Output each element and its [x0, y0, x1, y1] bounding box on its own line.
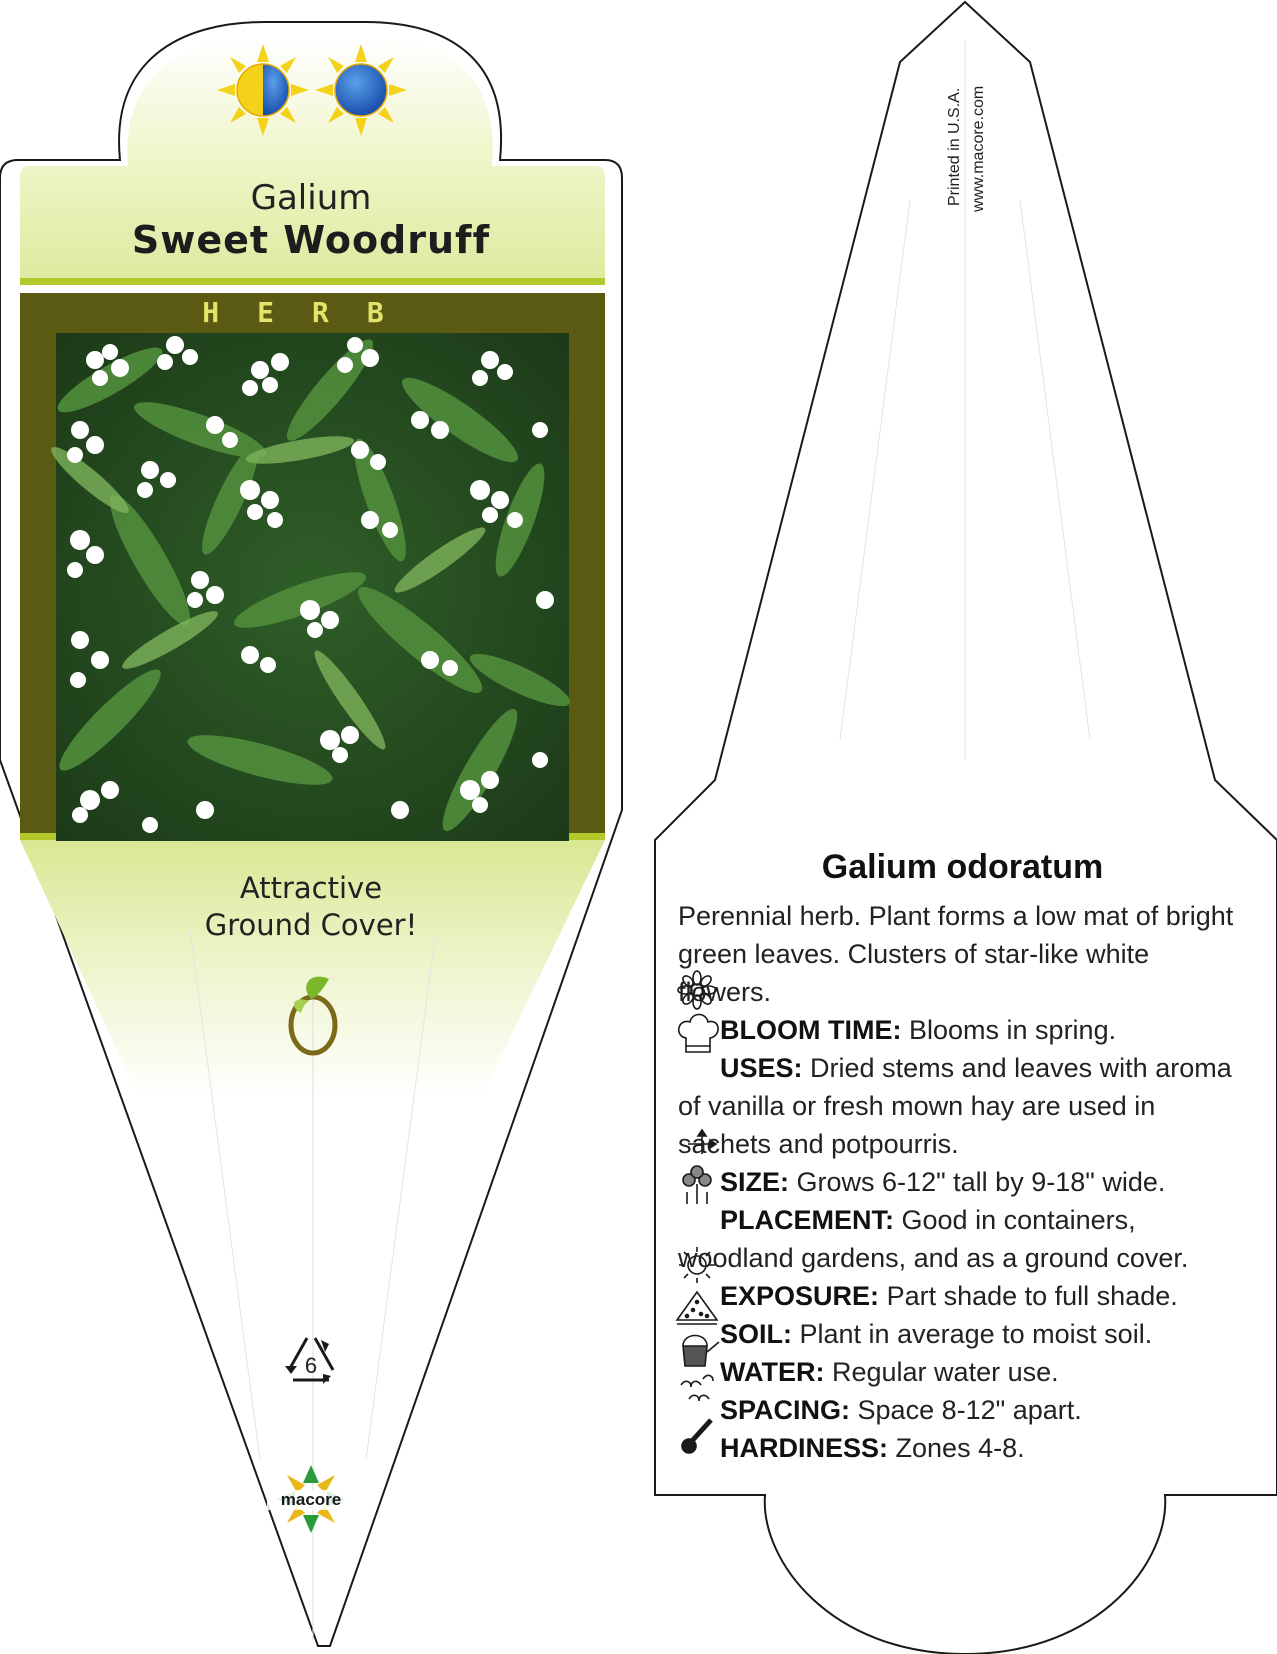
intro-text: Perennial herb. Plant forms a low mat of bright green leaves. Clusters of star-like white flowers. [678, 901, 1234, 1007]
genus-name: Galium [250, 178, 372, 218]
printed-in-label: Printed in U.S.A. [946, 87, 963, 206]
attr-exposure: EXPOSURE: Part shade to full shade. [720, 1281, 1178, 1311]
recycle-code: 6 [304, 1353, 318, 1378]
part-shade-icon [217, 44, 309, 136]
plant-photo [45, 331, 575, 841]
tagline-line2: Ground Cover! [204, 908, 418, 942]
tagline [120, 870, 502, 944]
attr-hardiness: HARDINESS: Zones 4-8. [720, 1433, 1025, 1463]
attr-uses: USES: Dried stems and leaves with aroma of vanilla or fresh mown hay are used in sachets and potpourris. [678, 1053, 1232, 1159]
common-name: Sweet Woodruff [131, 218, 491, 262]
full-shade-icon [315, 44, 407, 136]
attr-spacing: SPACING: Space 8-12" apart. [720, 1395, 1082, 1425]
attr-size: SIZE: Grows 6-12" tall by 9-18" wide. [720, 1167, 1166, 1197]
attr-water: WATER: Regular water use. [720, 1357, 1059, 1387]
website-label: www.macore.com [970, 85, 987, 212]
tagline-line1: Attractive [239, 871, 383, 905]
brand-name: macore [280, 1490, 342, 1509]
attr-soil: SOIL: Plant in average to moist soil. [720, 1319, 1153, 1349]
attr-placement: PLACEMENT: Good in containers, woodland gardens, and as a ground cover. [678, 1205, 1189, 1273]
attr-bloom-time: BLOOM TIME: Blooms in spring. [720, 1015, 1117, 1045]
category-label: HERB [202, 296, 422, 329]
plant-description [678, 897, 1238, 1467]
botanical-name: Galium odoratum [821, 848, 1104, 886]
